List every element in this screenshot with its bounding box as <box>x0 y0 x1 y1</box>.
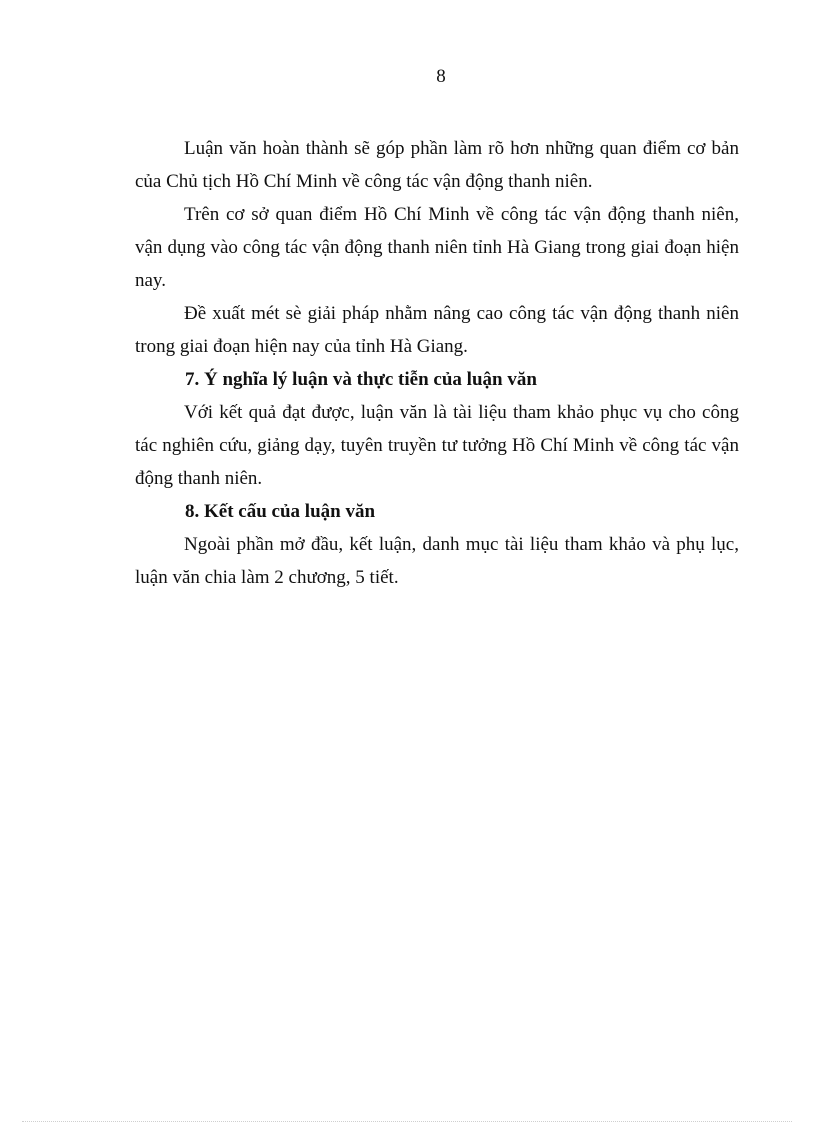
paragraph-contribution: Luận văn hoàn thành sẽ góp phần làm rõ hơn những quan điểm cơ bản của Chủ tịch Hồ Chí Minh về công tác vận động thanh niên. <box>135 138 739 192</box>
paragraph-proposal: Đề xuất mét sè giải pháp nhằm nâng cao công tác vận động thanh niên trong giai đoạn hiện nay của tỉnh Hà Giang. <box>135 303 739 357</box>
page-number: 8 <box>436 66 446 87</box>
paragraph-structure: Ngoài phần mở đầu, kết luận, danh mục tài liệu tham khảo và phụ lục, luận văn chia làm 2 chương, 5 tiết. <box>135 534 739 588</box>
page-bottom-divider <box>22 1121 792 1122</box>
section-heading-8: 8. Kết cấu của luận văn <box>185 501 376 522</box>
section-heading-7: 7. Ý nghĩa lý luận và thực tiễn của luận văn <box>185 369 537 390</box>
paragraph-significance: Với kết quả đạt được, luận văn là tài liệu tham khảo phục vụ cho công tác nghiên cứu, giảng dạy, tuyên truyền tư tưởng Hồ Chí Minh về công tác vận động thanh niên. <box>135 402 739 489</box>
document-body <box>135 132 739 594</box>
paragraph-application: Trên cơ sở quan điểm Hồ Chí Minh về công tác vận động thanh niên, vận dụng vào công tác vận động thanh niên tỉnh Hà Giang trong giai đoạn hiện nay. <box>135 204 739 291</box>
